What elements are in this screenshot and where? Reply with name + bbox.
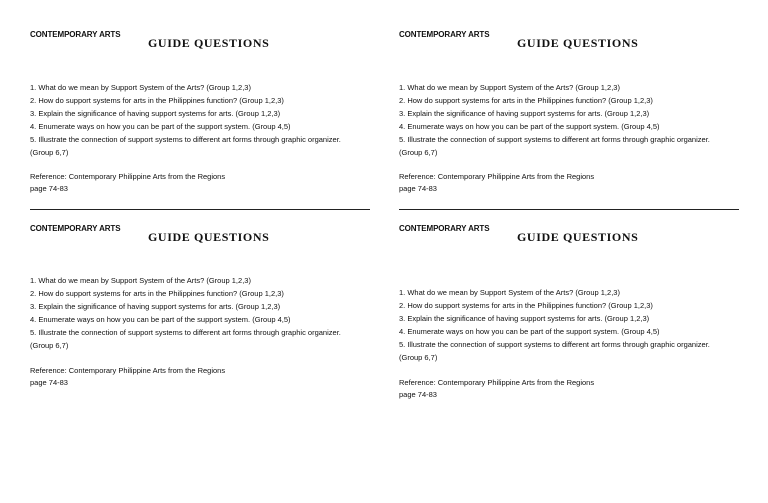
question-list xyxy=(399,287,719,364)
question-2: 2. How do support systems for arts in the Philippines function? (Group 1,2,3) xyxy=(399,300,653,310)
question-4: 4. Enumerate ways on how you can be part of the support system. (Group 4,5) xyxy=(30,314,291,324)
guide-card-top-right xyxy=(399,30,739,200)
reference-line: Reference: Contemporary Philippine Arts from the Regions xyxy=(399,378,595,387)
subject-heading: CONTEMPORARY ARTS xyxy=(399,224,490,233)
subject-heading: CONTEMPORARY ARTS xyxy=(399,30,490,39)
question-list xyxy=(399,82,719,159)
guide-card-bottom-right xyxy=(399,224,739,414)
card-title: GUIDE QUESTIONS xyxy=(148,36,270,50)
question-3: 3. Explain the significance of having support systems for arts. (Group 1,2,3) xyxy=(30,108,281,118)
question-1: 1. What do we mean by Support System of the Arts? (Group 1,2,3) xyxy=(30,276,251,285)
subject-heading: CONTEMPORARY ARTS xyxy=(30,30,121,39)
card-title: GUIDE QUESTIONS xyxy=(148,230,270,244)
question-2: 2. How do support systems for arts in the Philippines function? (Group 1,2,3) xyxy=(30,95,284,105)
question-5: 5. Illustrate the connection of support systems to different art forms through graphic organizer. (Group 6,7) xyxy=(399,134,710,157)
question-2: 2. How do support systems for arts in the Philippines function? (Group 1,2,3) xyxy=(30,288,284,298)
question-list xyxy=(30,82,350,159)
reference-page: page 74-83 xyxy=(30,184,68,193)
reference-page: page 74-83 xyxy=(399,390,437,399)
reference-page: page 74-83 xyxy=(30,378,68,387)
question-1: 1. What do we mean by Support System of the Arts? (Group 1,2,3) xyxy=(399,83,620,92)
guide-card-bottom-left xyxy=(30,224,370,394)
question-3: 3. Explain the significance of having support systems for arts. (Group 1,2,3) xyxy=(30,301,281,311)
reference-line: Reference: Contemporary Philippine Arts from the Regions xyxy=(30,366,226,375)
reference-line: Reference: Contemporary Philippine Arts from the Regions xyxy=(399,172,595,181)
question-3: 3. Explain the significance of having support systems for arts. (Group 1,2,3) xyxy=(399,313,650,323)
question-5: 5. Illustrate the connection of support systems to different art forms through graphic organizer. (Group 6,7) xyxy=(30,327,341,350)
guide-card-top-left xyxy=(30,30,370,200)
cut-line-left xyxy=(30,209,370,210)
question-5: 5. Illustrate the connection of support systems to different art forms through graphic organizer. (Group 6,7) xyxy=(399,339,710,362)
question-3: 3. Explain the significance of having support systems for arts. (Group 1,2,3) xyxy=(399,108,650,118)
card-title: GUIDE QUESTIONS xyxy=(517,230,639,244)
question-list xyxy=(30,275,350,352)
reference-page: page 74-83 xyxy=(399,184,437,193)
question-4: 4. Enumerate ways on how you can be part of the support system. (Group 4,5) xyxy=(30,121,291,131)
question-1: 1. What do we mean by Support System of the Arts? (Group 1,2,3) xyxy=(399,288,620,297)
question-5: 5. Illustrate the connection of support systems to different art forms through graphic organizer. (Group 6,7) xyxy=(30,134,341,157)
reference-line: Reference: Contemporary Philippine Arts from the Regions xyxy=(30,172,226,181)
card-title: GUIDE QUESTIONS xyxy=(517,36,639,50)
subject-heading: CONTEMPORARY ARTS xyxy=(30,224,121,233)
question-1: 1. What do we mean by Support System of the Arts? (Group 1,2,3) xyxy=(30,83,251,92)
question-4: 4. Enumerate ways on how you can be part of the support system. (Group 4,5) xyxy=(399,121,660,131)
question-4: 4. Enumerate ways on how you can be part of the support system. (Group 4,5) xyxy=(399,326,660,336)
question-2: 2. How do support systems for arts in the Philippines function? (Group 1,2,3) xyxy=(399,95,653,105)
cut-line-right xyxy=(399,209,739,210)
